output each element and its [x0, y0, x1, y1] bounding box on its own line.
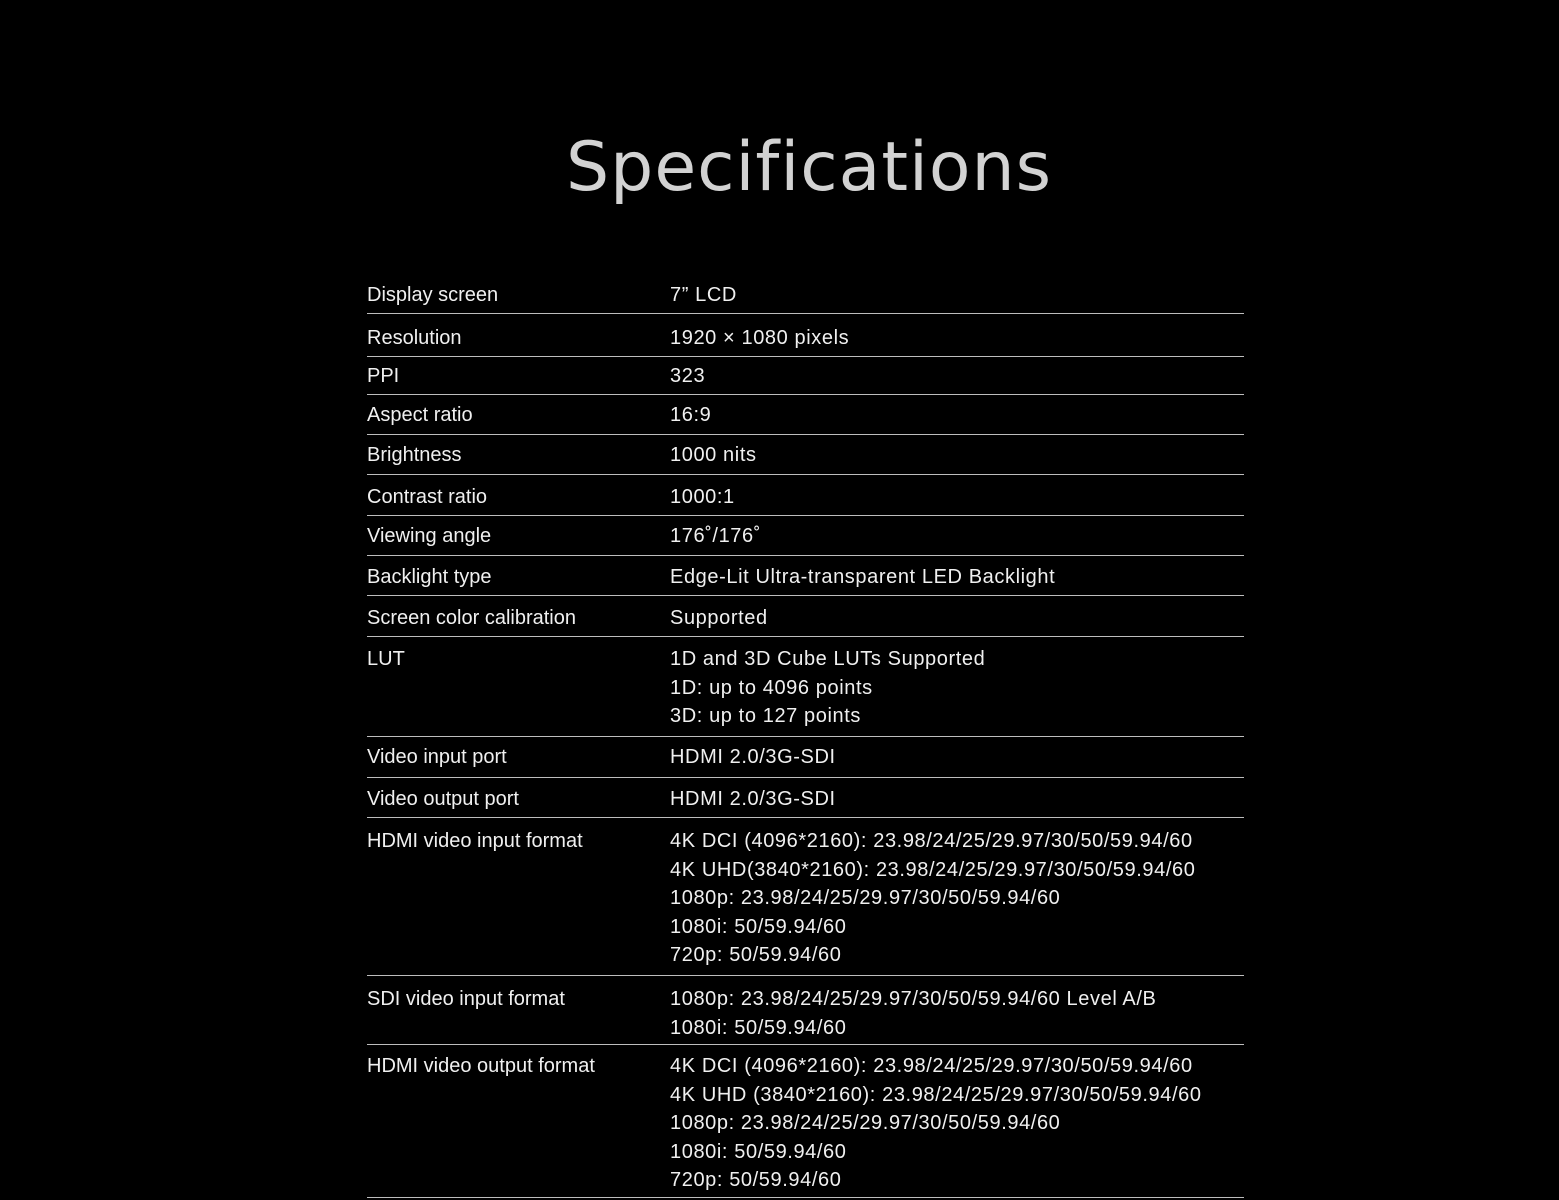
- spec-value-line: 1920 × 1080 pixels: [670, 327, 850, 349]
- spec-label: LUT: [367, 648, 405, 670]
- spec-row: [367, 516, 1244, 556]
- spec-label: Aspect ratio: [367, 404, 473, 426]
- spec-label: Backlight type: [367, 566, 492, 588]
- spec-label: Viewing angle: [367, 525, 492, 547]
- spec-value-line: 1080i: 50/59.94/60: [670, 1016, 847, 1039]
- spec-row: [367, 435, 1244, 475]
- spec-value-line: 1000 nits: [670, 444, 757, 466]
- spec-value: [670, 985, 1244, 1044]
- spec-row: [367, 1045, 1244, 1198]
- page-title: Specifications: [565, 128, 1052, 207]
- spec-label: HDMI video output format: [367, 1055, 595, 1077]
- spec-label: Display screen: [367, 284, 499, 306]
- spec-value: [670, 743, 1244, 777]
- spec-row: [367, 395, 1244, 435]
- spec-label: PPI: [367, 365, 400, 387]
- spec-value-line: 720p: 50/59.94/60: [670, 1169, 842, 1191]
- spec-value-line: 1080p: 23.98/24/25/29.97/30/50/59.94/60: [670, 887, 1061, 909]
- spec-value-line: 4K UHD(3840*2160): 23.98/24/25/29.97/30/50/59.94/60: [670, 858, 1196, 881]
- spec-row: [367, 778, 1244, 818]
- spec-value-line: 720p: 50/59.94/60: [670, 944, 842, 966]
- spec-value-line: HDMI 2.0/3G-SDI: [670, 788, 836, 810]
- spec-value: [670, 441, 1244, 474]
- spec-value: [670, 604, 1244, 636]
- spec-row: [367, 637, 1244, 737]
- spec-row: [367, 976, 1244, 1045]
- spec-row: [367, 270, 1244, 314]
- spec-value-line: 1080p: 23.98/24/25/29.97/30/50/59.94/60: [670, 1112, 1061, 1134]
- spec-row: [367, 596, 1244, 637]
- spec-value-line: 1D: up to 4096 points: [670, 676, 873, 699]
- spec-value-line: Supported: [670, 607, 768, 629]
- spec-label: Resolution: [367, 327, 462, 349]
- spec-value: [670, 1052, 1244, 1197]
- spec-row: [367, 556, 1244, 596]
- spec-value: [670, 362, 1244, 394]
- spec-value-line: 16:9: [670, 404, 712, 426]
- spec-value-line: 4K DCI (4096*2160): 23.98/24/25/29.97/30/50/59.94/60: [670, 830, 1193, 852]
- spec-value-line: 176˚/176˚: [670, 525, 762, 547]
- spec-value: [670, 401, 1244, 434]
- spec-row: [367, 314, 1244, 357]
- spec-row: [367, 357, 1244, 395]
- spec-label: Contrast ratio: [367, 486, 488, 508]
- spec-value-line: 3D: up to 127 points: [670, 705, 862, 727]
- spec-value-line: 1D and 3D Cube LUTs Supported: [670, 648, 986, 670]
- spec-row: [367, 475, 1244, 516]
- spec-label: Video input port: [367, 746, 507, 768]
- spec-value-line: 7” LCD: [670, 284, 737, 306]
- spec-table: [367, 270, 1244, 1198]
- spec-value-line: HDMI 2.0/3G-SDI: [670, 746, 836, 768]
- spec-value: [670, 785, 1244, 817]
- spec-label: Screen color calibration: [367, 607, 576, 629]
- spec-value-line: 323: [670, 365, 706, 387]
- spec-value: [670, 483, 1244, 515]
- spec-value-line: 1080i: 50/59.94/60: [670, 915, 847, 938]
- spec-value: [670, 563, 1244, 595]
- spec-row: [367, 737, 1244, 778]
- spec-label: Brightness: [367, 444, 462, 466]
- spec-row: [367, 818, 1244, 976]
- spec-value: [670, 645, 1244, 736]
- spec-value: [670, 827, 1244, 975]
- spec-value-line: 1080p: 23.98/24/25/29.97/30/50/59.94/60 Level A/B: [670, 988, 1157, 1010]
- spec-value-line: 4K DCI (4096*2160): 23.98/24/25/29.97/30/50/59.94/60: [670, 1055, 1193, 1077]
- spec-label: SDI video input format: [367, 988, 565, 1010]
- spec-value: [670, 522, 1244, 555]
- spec-value-line: 1080i: 50/59.94/60: [670, 1140, 847, 1163]
- spec-label: Video output port: [367, 788, 519, 810]
- spec-value-line: Edge-Lit Ultra-transparent LED Backlight: [670, 566, 1056, 588]
- spec-label: HDMI video input format: [367, 830, 583, 852]
- spec-value-line: 4K UHD (3840*2160): 23.98/24/25/29.97/30/50/59.94/60: [670, 1083, 1202, 1106]
- spec-value: [670, 281, 1244, 313]
- spec-value: [670, 324, 1244, 356]
- spec-value-line: 1000:1: [670, 486, 735, 508]
